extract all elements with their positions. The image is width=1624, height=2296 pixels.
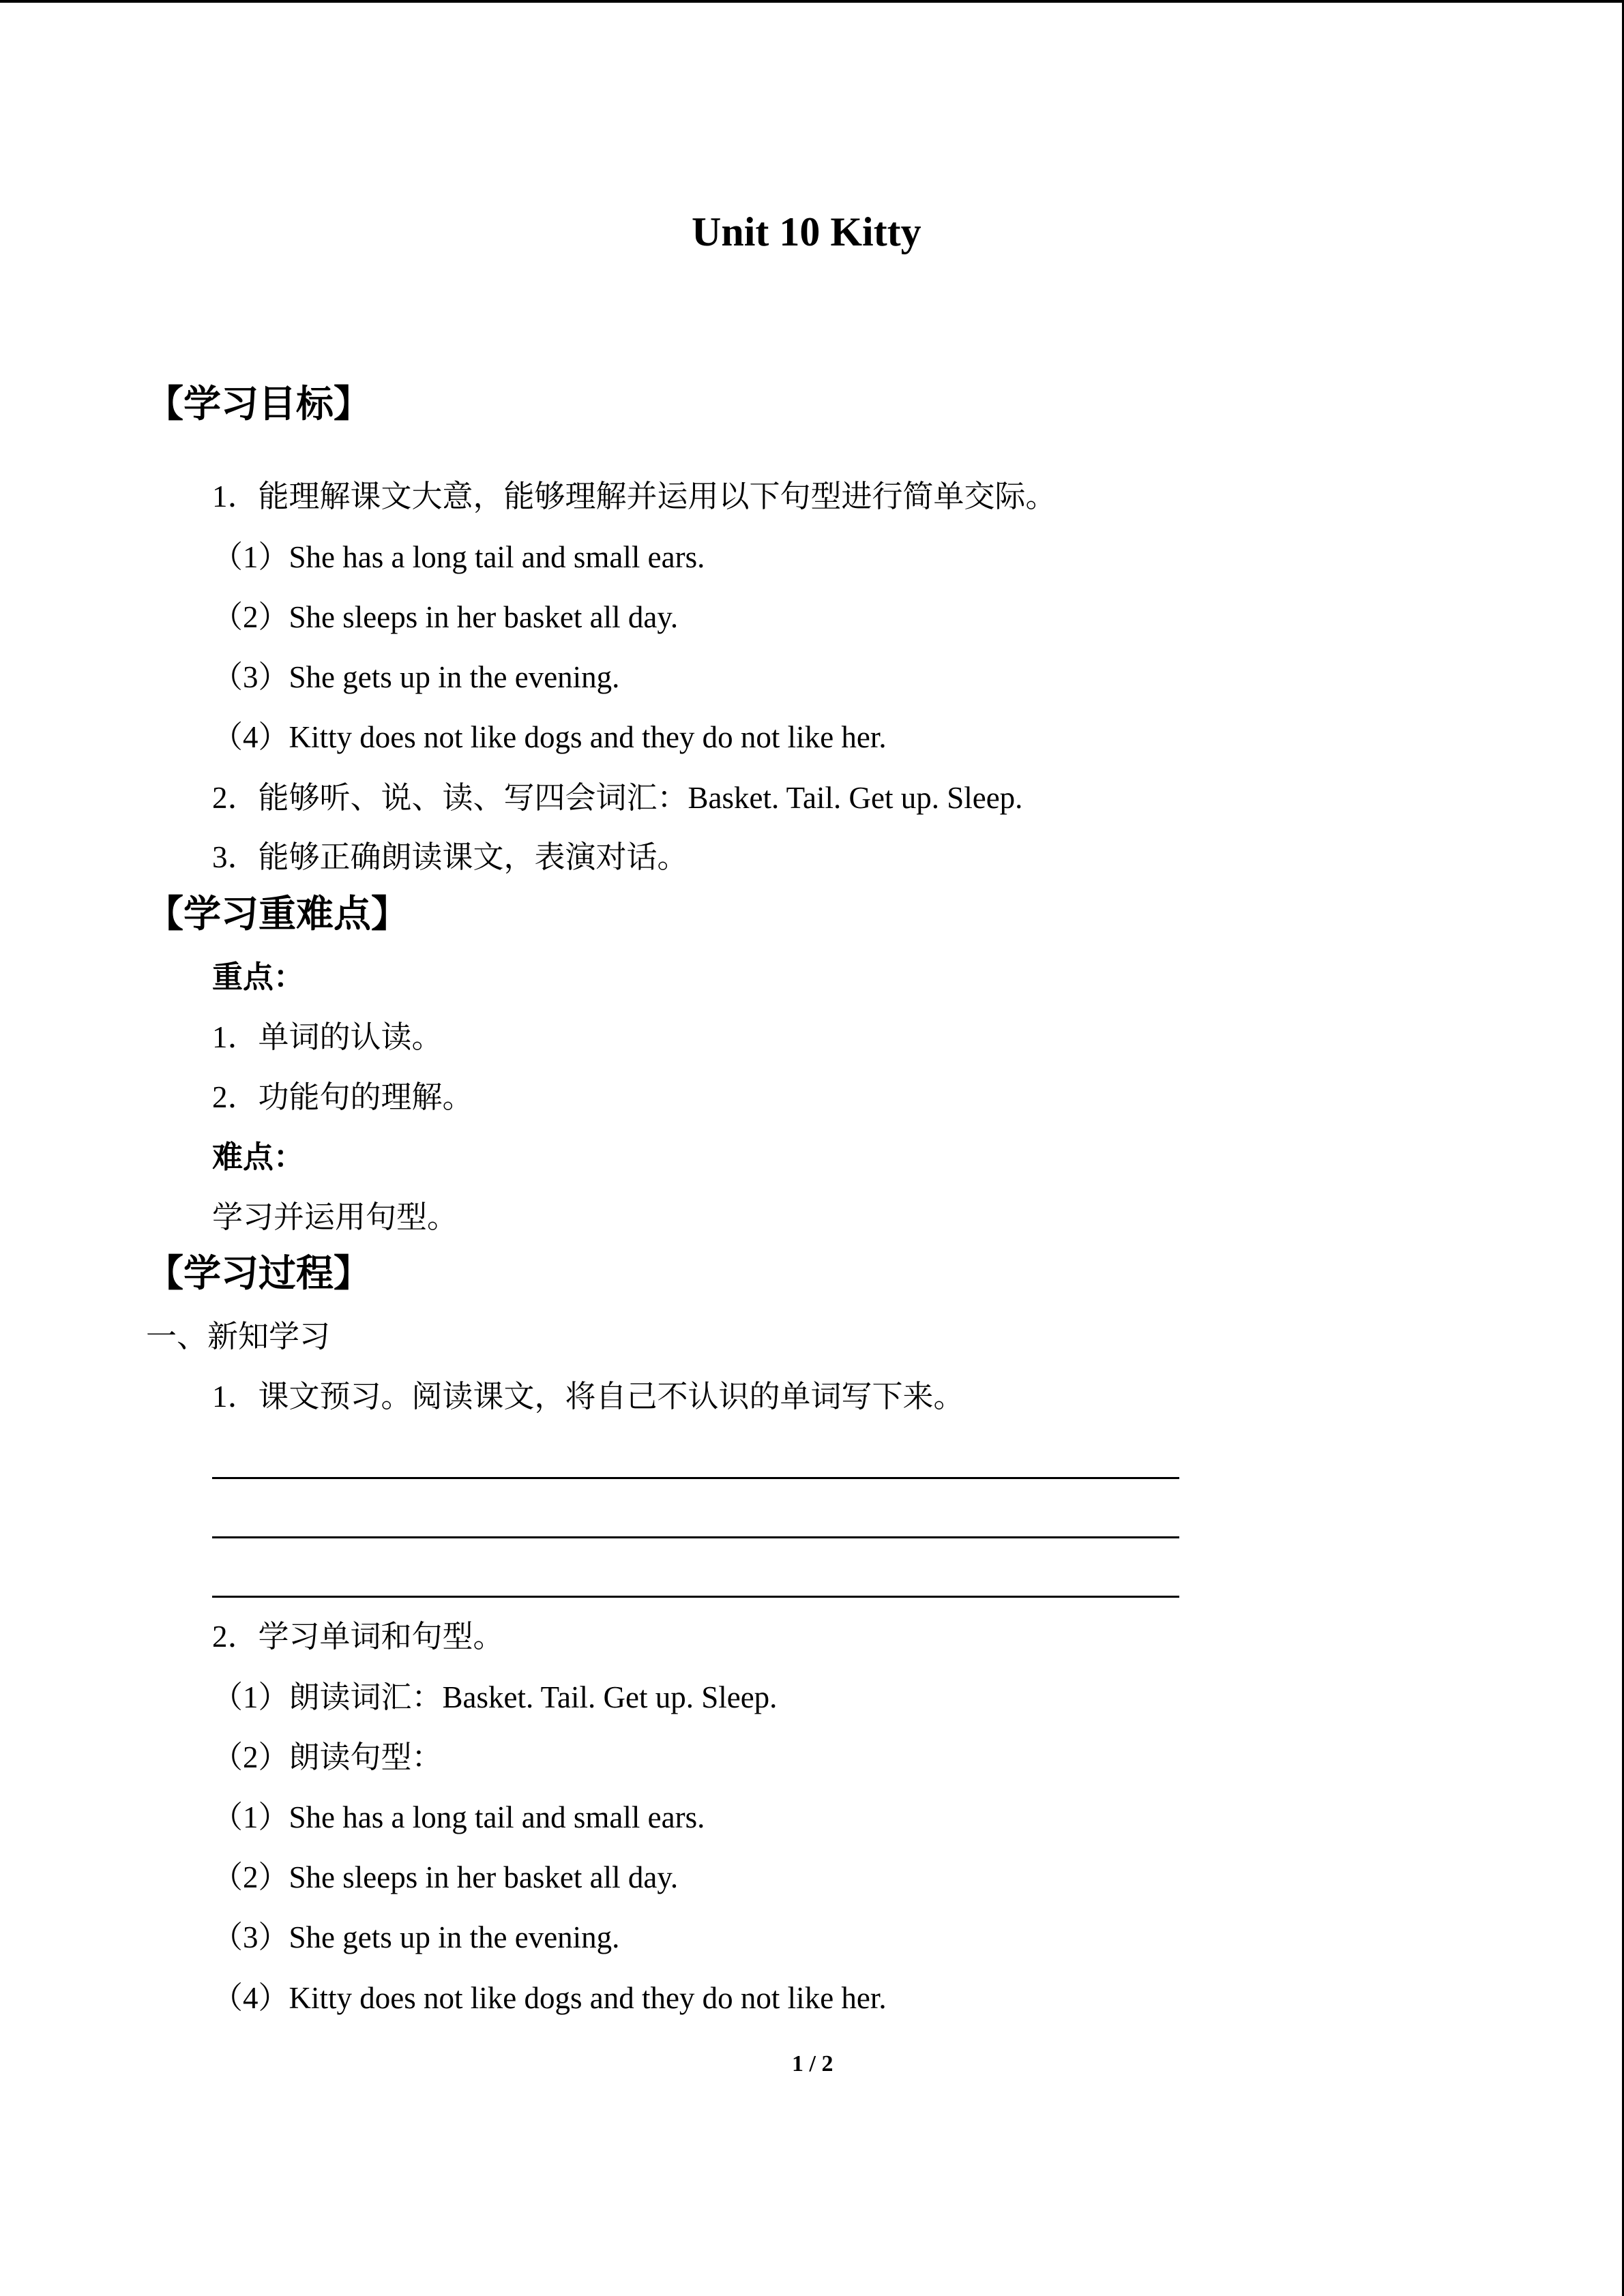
step-two-item: （4）Kitty does not like dogs and they do not like her. bbox=[212, 1981, 887, 2015]
page-number: 1 / 2 bbox=[792, 2051, 833, 2076]
goal-item: （2）She sleeps in her basket all day. bbox=[212, 600, 679, 634]
page-top-border bbox=[0, 0, 1624, 3]
goal-item: （3）She gets up in the evening. bbox=[212, 660, 620, 694]
key-points-label: 重点： bbox=[212, 960, 305, 994]
step-two-item: （2）朗读句型： bbox=[212, 1740, 443, 1774]
key-point-item: 2．功能句的理解。 bbox=[212, 1080, 473, 1114]
document-title: Unit 10 Kitty bbox=[692, 209, 921, 254]
section-heading-goals: 【学习目标】 bbox=[146, 382, 372, 426]
difficult-point-item: 学习并运用句型。 bbox=[212, 1200, 458, 1234]
step-two-item: （1）She has a long tail and small ears. bbox=[212, 1800, 705, 1834]
blank-answer-line bbox=[212, 1596, 1179, 1598]
key-point-item: 1．单词的认读。 bbox=[212, 1020, 443, 1054]
goal-item: 1．能理解课文大意，能够理解并运用以下句型进行简单交际。 bbox=[212, 479, 1057, 513]
goal-item: 3．能够正确朗读课文，表演对话。 bbox=[212, 840, 688, 874]
blank-answer-line bbox=[212, 1477, 1179, 1479]
section-heading-process: 【学习过程】 bbox=[146, 1251, 372, 1295]
section-heading-keypoints: 【学习重难点】 bbox=[146, 892, 409, 936]
part-title: 一、新知学习 bbox=[146, 1320, 331, 1354]
goal-item: （1）She has a long tail and small ears. bbox=[212, 540, 705, 574]
goal-item: （4）Kitty does not like dogs and they do not like her. bbox=[212, 720, 887, 754]
goal-item: 2．能够听、说、读、写四会词汇：Basket. Tail. Get up. Sleep. bbox=[212, 781, 1023, 815]
step-one: 1．课文预习。阅读课文，将自己不认识的单词写下来。 bbox=[212, 1380, 964, 1414]
step-two-item: （2）She sleeps in her basket all day. bbox=[212, 1860, 679, 1894]
step-two-item: （1）朗读词汇：Basket. Tail. Get up. Sleep. bbox=[212, 1680, 778, 1714]
step-two: 2．学习单词和句型。 bbox=[212, 1620, 504, 1654]
blank-answer-line bbox=[212, 1536, 1179, 1538]
difficult-points-label: 难点： bbox=[212, 1140, 305, 1174]
step-two-item: （3）She gets up in the evening. bbox=[212, 1920, 620, 1954]
